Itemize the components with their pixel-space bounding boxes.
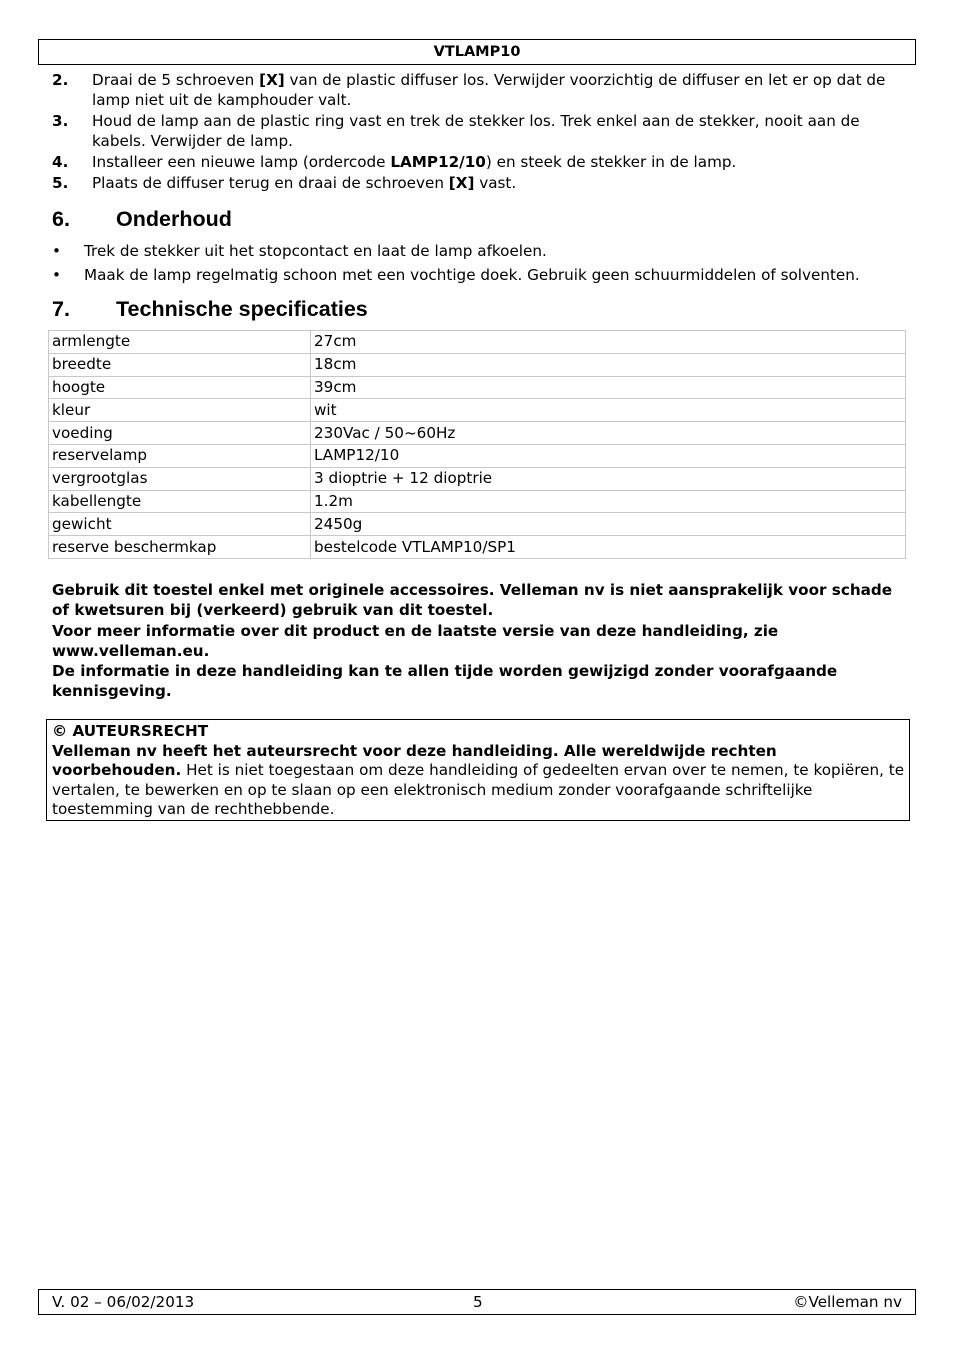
document-footer [38,1289,916,1315]
notice-accessories: Gebruik dit toestel enkel met originele accessoires. Velleman nv is niet aansprakelijk voor schade of kwetsuren bij (verkeerd) gebruik van dit toestel. [52,581,893,620]
step-text-part: Houd de lamp aan de plastic ring vast en trek de stekker los. Trek enkel aan de stekker, nooit aan de kabels. Verwijder de lamp. [92,112,860,150]
copyright-body-text: Het is niet toegestaan om deze handleiding of gedeelten ervan over te nemen, te kopiëren, te vertalen, te bewerken en op te slaan op een elektronisch medium zonder voorafgaande schriftelijke toestemming van de rechthebbende. [52,761,905,818]
spec-value: 2450g [311,513,906,536]
copyright-text [52,742,909,820]
section-number: 7. [52,297,70,321]
step-text [92,152,892,172]
list-item [52,265,912,285]
section-heading-specificaties [52,297,368,322]
section-heading-onderhoud [52,207,232,232]
list-item [52,241,912,261]
step-text-part: ) en steek de stekker in de lamp. [485,153,737,171]
document-header [38,39,916,65]
spec-value: 27cm [311,331,906,354]
list-item-text: Trek de stekker uit het stopcontact en laat de lamp afkoelen. [84,242,547,260]
step-text-bold: [X] [448,174,475,192]
spec-key: vergrootglas [49,467,311,490]
spec-value: 1.2m [311,490,906,513]
step-number: 4. [52,153,69,171]
specifications-table [48,330,906,559]
copyright-title: © AUTEURSRECHT [52,722,209,740]
spec-value: 39cm [311,376,906,399]
step-text-bold: [X] [259,71,285,89]
spec-value: LAMP12/10 [311,444,906,467]
step-text [92,173,892,193]
table-row [49,331,906,354]
copyright-bold-text: Velleman nv heeft het auteursrecht voor deze handleiding. Alle wereldwijde rechten voorbehouden. [52,741,777,779]
table-row [49,353,906,376]
footer-copyright: ©Velleman nv [793,1293,902,1311]
table-row [49,536,906,559]
spec-value: bestelcode VTLAMP10/SP1 [311,536,906,559]
footer-page-number: 5 [473,1293,483,1311]
notice-more-info: Voor meer informatie over dit product en de laatste versie van deze handleiding, zie www.velleman.eu. [52,621,779,660]
spec-value: 3 dioptrie + 12 dioptrie [311,467,906,490]
spec-key: reservelamp [49,444,311,467]
spec-key: reserve beschermkap [49,536,311,559]
table-row [49,467,906,490]
spec-key: gewicht [49,513,311,536]
spec-value: 18cm [311,353,906,376]
step-number: 2. [52,71,69,89]
spec-key: kabellengte [49,490,311,513]
maintenance-list [52,241,912,289]
spec-value: wit [311,399,906,422]
copyright-box [46,719,910,821]
step-text-part: van de plastic diffuser los. Verwijder voorzichtig de diffuser en let er op dat de lamp niet uit de kamphouder valt. [92,71,886,109]
step-text-part: Installeer een nieuwe lamp (ordercode [92,153,391,171]
list-item-text: Maak de lamp regelmatig schoon met een vochtige doek. Gebruik geen schuurmiddelen of solventen. [84,266,860,284]
step-item [52,173,892,193]
instruction-steps [52,70,892,194]
footer-version: V. 02 – 06/02/2013 [52,1293,195,1311]
spec-key: voeding [49,422,311,445]
table-row [49,513,906,536]
spec-value: 230Vac / 50~60Hz [311,422,906,445]
spec-key: armlengte [49,331,311,354]
step-number: 3. [52,112,69,130]
section-title: Technische specificaties [116,297,368,321]
bullet-icon: • [52,266,61,284]
section-number: 6. [52,207,70,231]
step-item [52,111,892,151]
table-row [49,399,906,422]
step-text [92,70,892,110]
spec-key: breedte [49,353,311,376]
section-title: Onderhoud [116,207,232,231]
spec-key: hoogte [49,376,311,399]
table-row [49,376,906,399]
step-text [92,111,892,151]
table-row [49,444,906,467]
document-title: VTLAMP10 [433,44,521,60]
spec-key: kleur [49,399,311,422]
table-row [49,422,906,445]
usage-notice [52,580,912,702]
step-item [52,152,892,172]
step-item [52,70,892,110]
step-text-bold: LAMP12/10 [390,153,486,171]
step-number: 5. [52,174,69,192]
notice-changes: De informatie in deze handleiding kan te allen tijde worden gewijzigd zonder voorafgaande kennisgeving. [52,662,838,701]
step-text-part: vast. [474,174,517,192]
step-text-part: Draai de 5 schroeven [92,71,260,89]
bullet-icon: • [52,242,61,260]
table-row [49,490,906,513]
step-text-part: Plaats de diffuser terug en draai de schroeven [92,174,449,192]
